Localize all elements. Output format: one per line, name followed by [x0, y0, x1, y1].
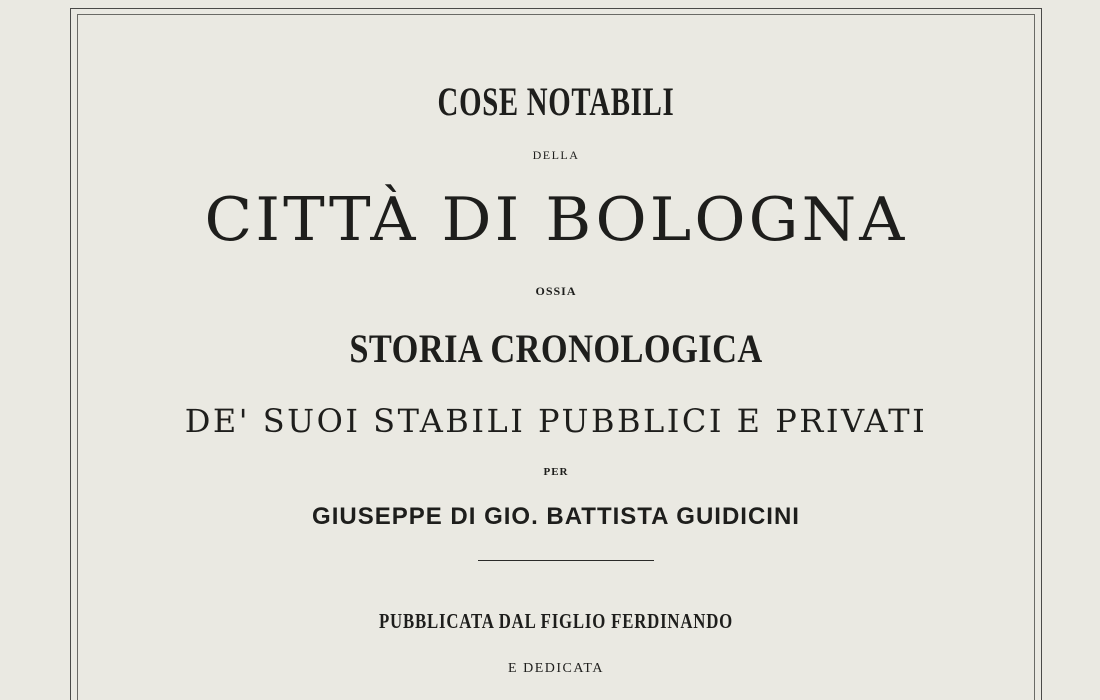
- connector-ossia: OSSIA: [535, 284, 577, 298]
- connector-della: DELLA: [532, 148, 580, 162]
- divider-rule: [478, 560, 654, 561]
- subtitle: STORIA CRONOLOGICA: [349, 326, 763, 371]
- main-title: CITTÀ DI BOLOGNA: [204, 185, 908, 255]
- heading-cose-notabili: COSE NOTABILI: [437, 79, 675, 124]
- author-name: GIUSEPPE DI GIO. BATTISTA GUIDICINI: [312, 503, 800, 530]
- connector-per: PER: [543, 466, 569, 478]
- dedication-note: E DEDICATA: [508, 661, 604, 676]
- subtitle-continued: DE' SUOI STABILI PUBBLICI E PRIVATI: [184, 402, 928, 440]
- publisher-note: PUBBLICATA DAL FIGLIO FERDINANDO: [378, 609, 734, 633]
